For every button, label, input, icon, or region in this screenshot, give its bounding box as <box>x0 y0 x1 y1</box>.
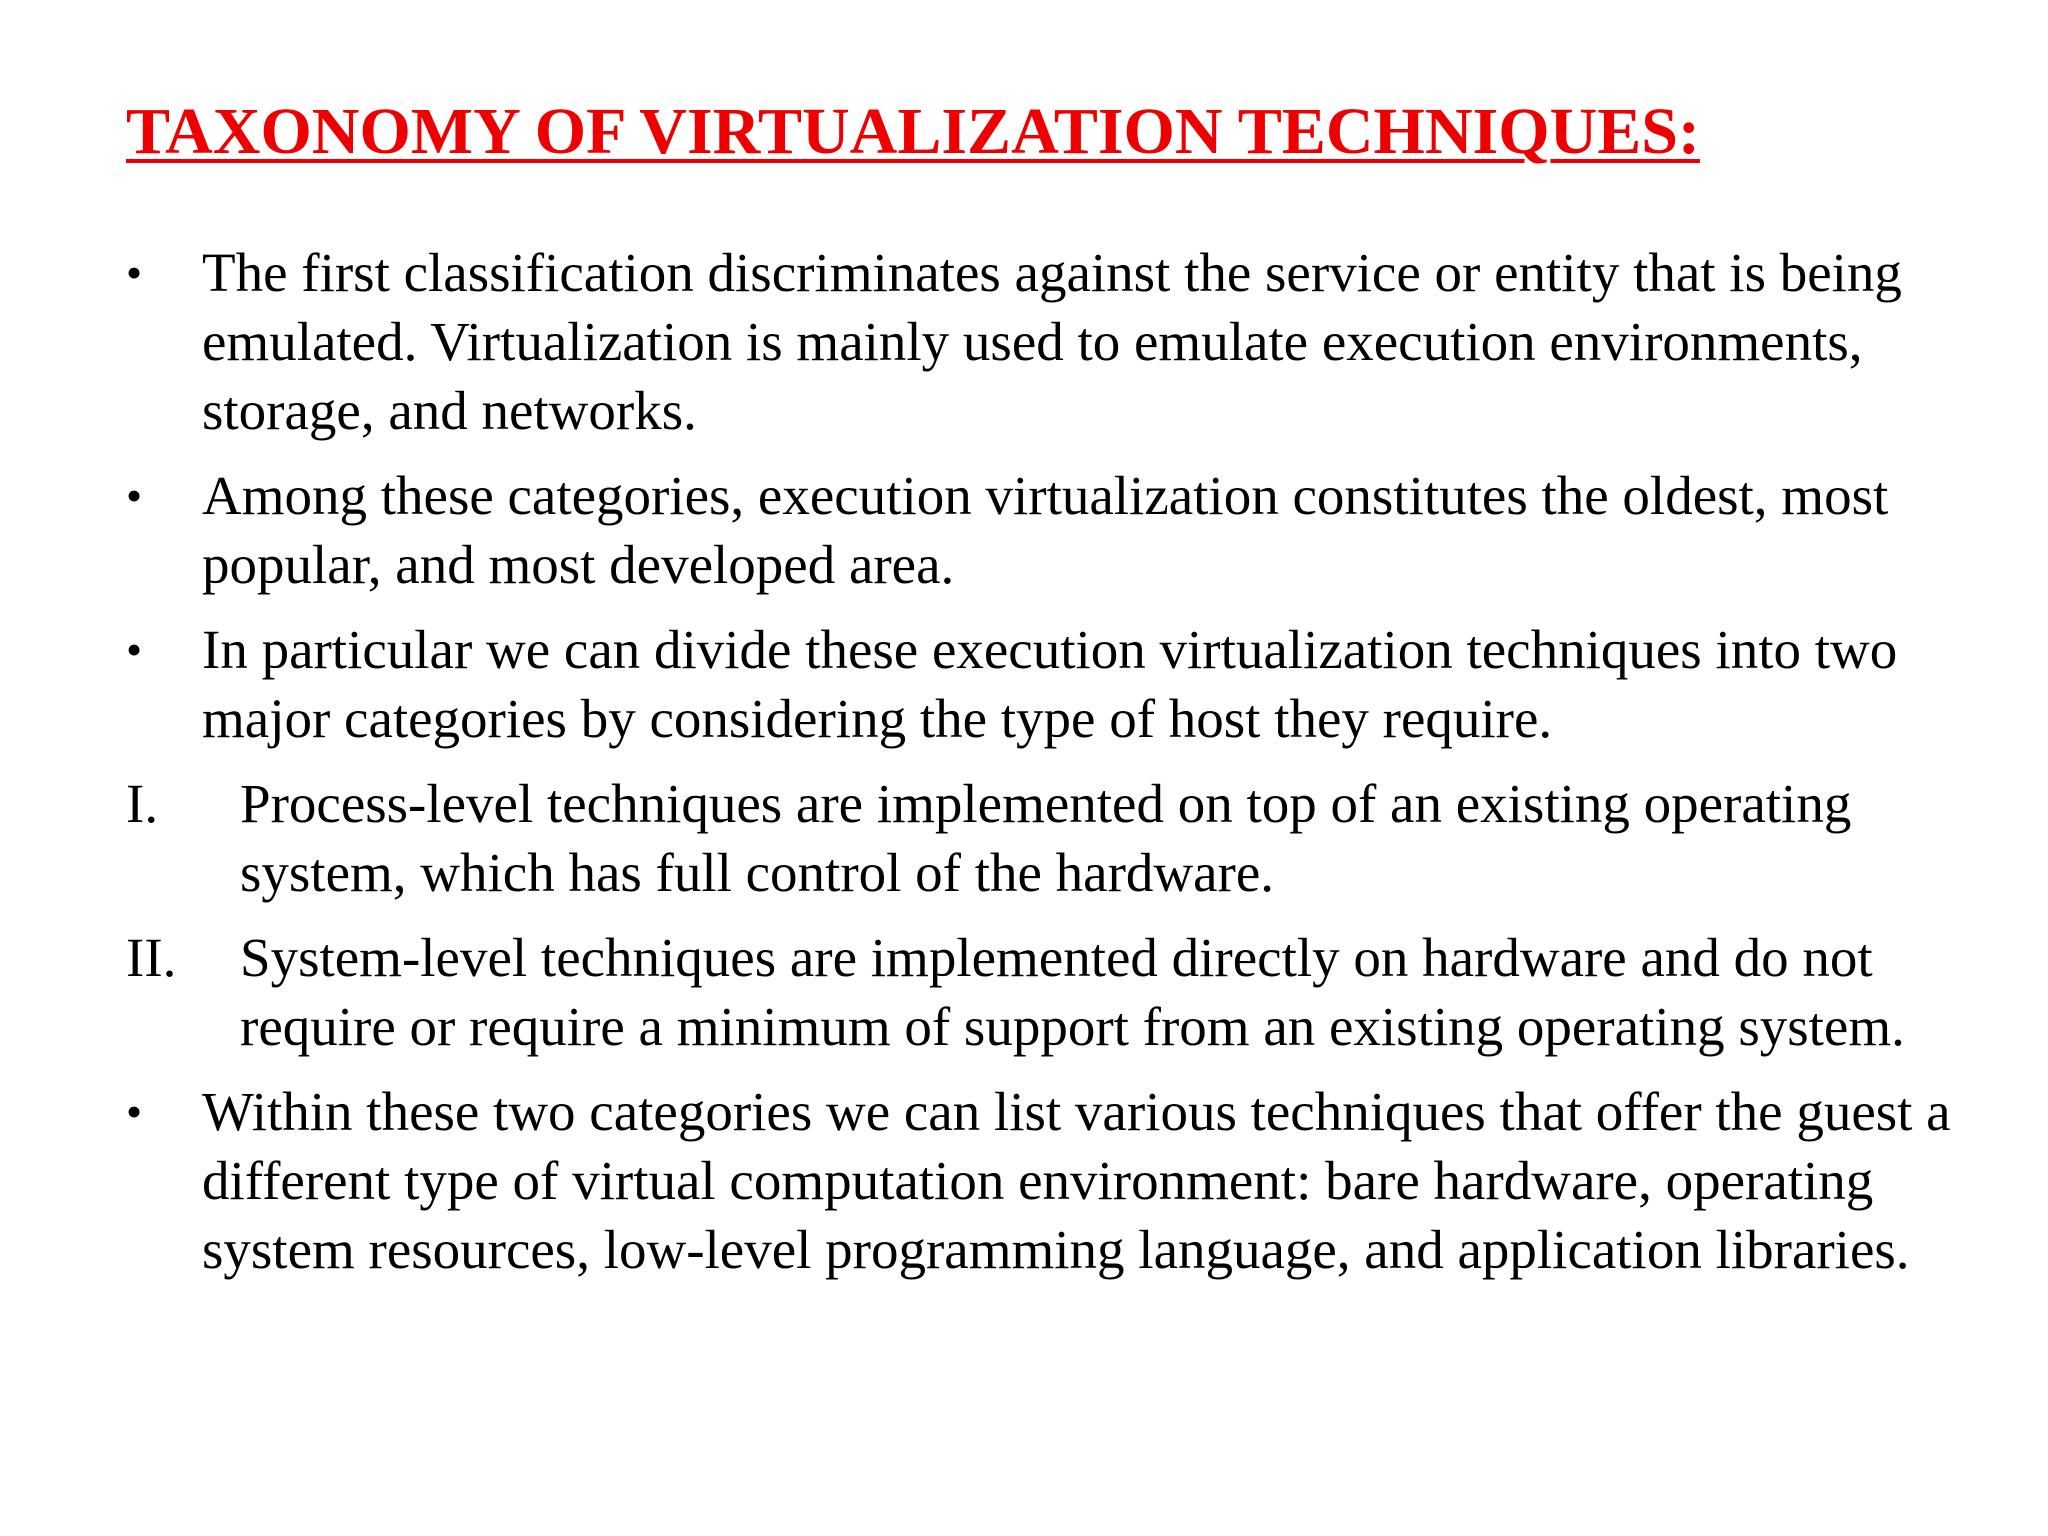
roman-numeral-marker: II. <box>126 927 177 988</box>
list-item-text: In particular we can divide these execution virtualization techniques into two major categories by considering the type of host they require. <box>202 619 1898 749</box>
list-item <box>126 769 1956 907</box>
slide-title: TAXONOMY OF VIRTUALIZATION TECHNIQUES: <box>126 95 1700 168</box>
list-item <box>126 238 1956 445</box>
list-item-text: The first classification discriminates against the service or entity that is being emulated. Virtualization is mainly used to emulate execution environments, storage, and networks. <box>202 242 1902 441</box>
content-list <box>126 238 1956 1300</box>
list-item-text: System-level techniques are implemented directly on hardware and do not require or require a minimum of support from an existing operating system. <box>240 927 1905 1057</box>
roman-numeral-marker: I. <box>126 773 159 834</box>
bullet-marker: • <box>126 1086 143 1137</box>
list-item <box>126 461 1956 599</box>
list-item <box>126 923 1956 1061</box>
bullet-marker: • <box>126 624 143 675</box>
list-item <box>126 1077 1956 1284</box>
list-item-text: Among these categories, execution virtualization constitutes the oldest, most popular, and most developed area. <box>202 465 1889 595</box>
list-item-text: Within these two categories we can list various techniques that offer the guest a different type of virtual computation environment: bare hardware, operating system resources, low-level programming language, and application libraries. <box>202 1081 1951 1280</box>
list-item-text: Process-level techniques are implemented on top of an existing operating system, which has full control of the hardware. <box>240 773 1852 903</box>
list-item <box>126 615 1956 753</box>
bullet-marker: • <box>126 470 143 521</box>
bullet-marker: • <box>126 247 143 298</box>
